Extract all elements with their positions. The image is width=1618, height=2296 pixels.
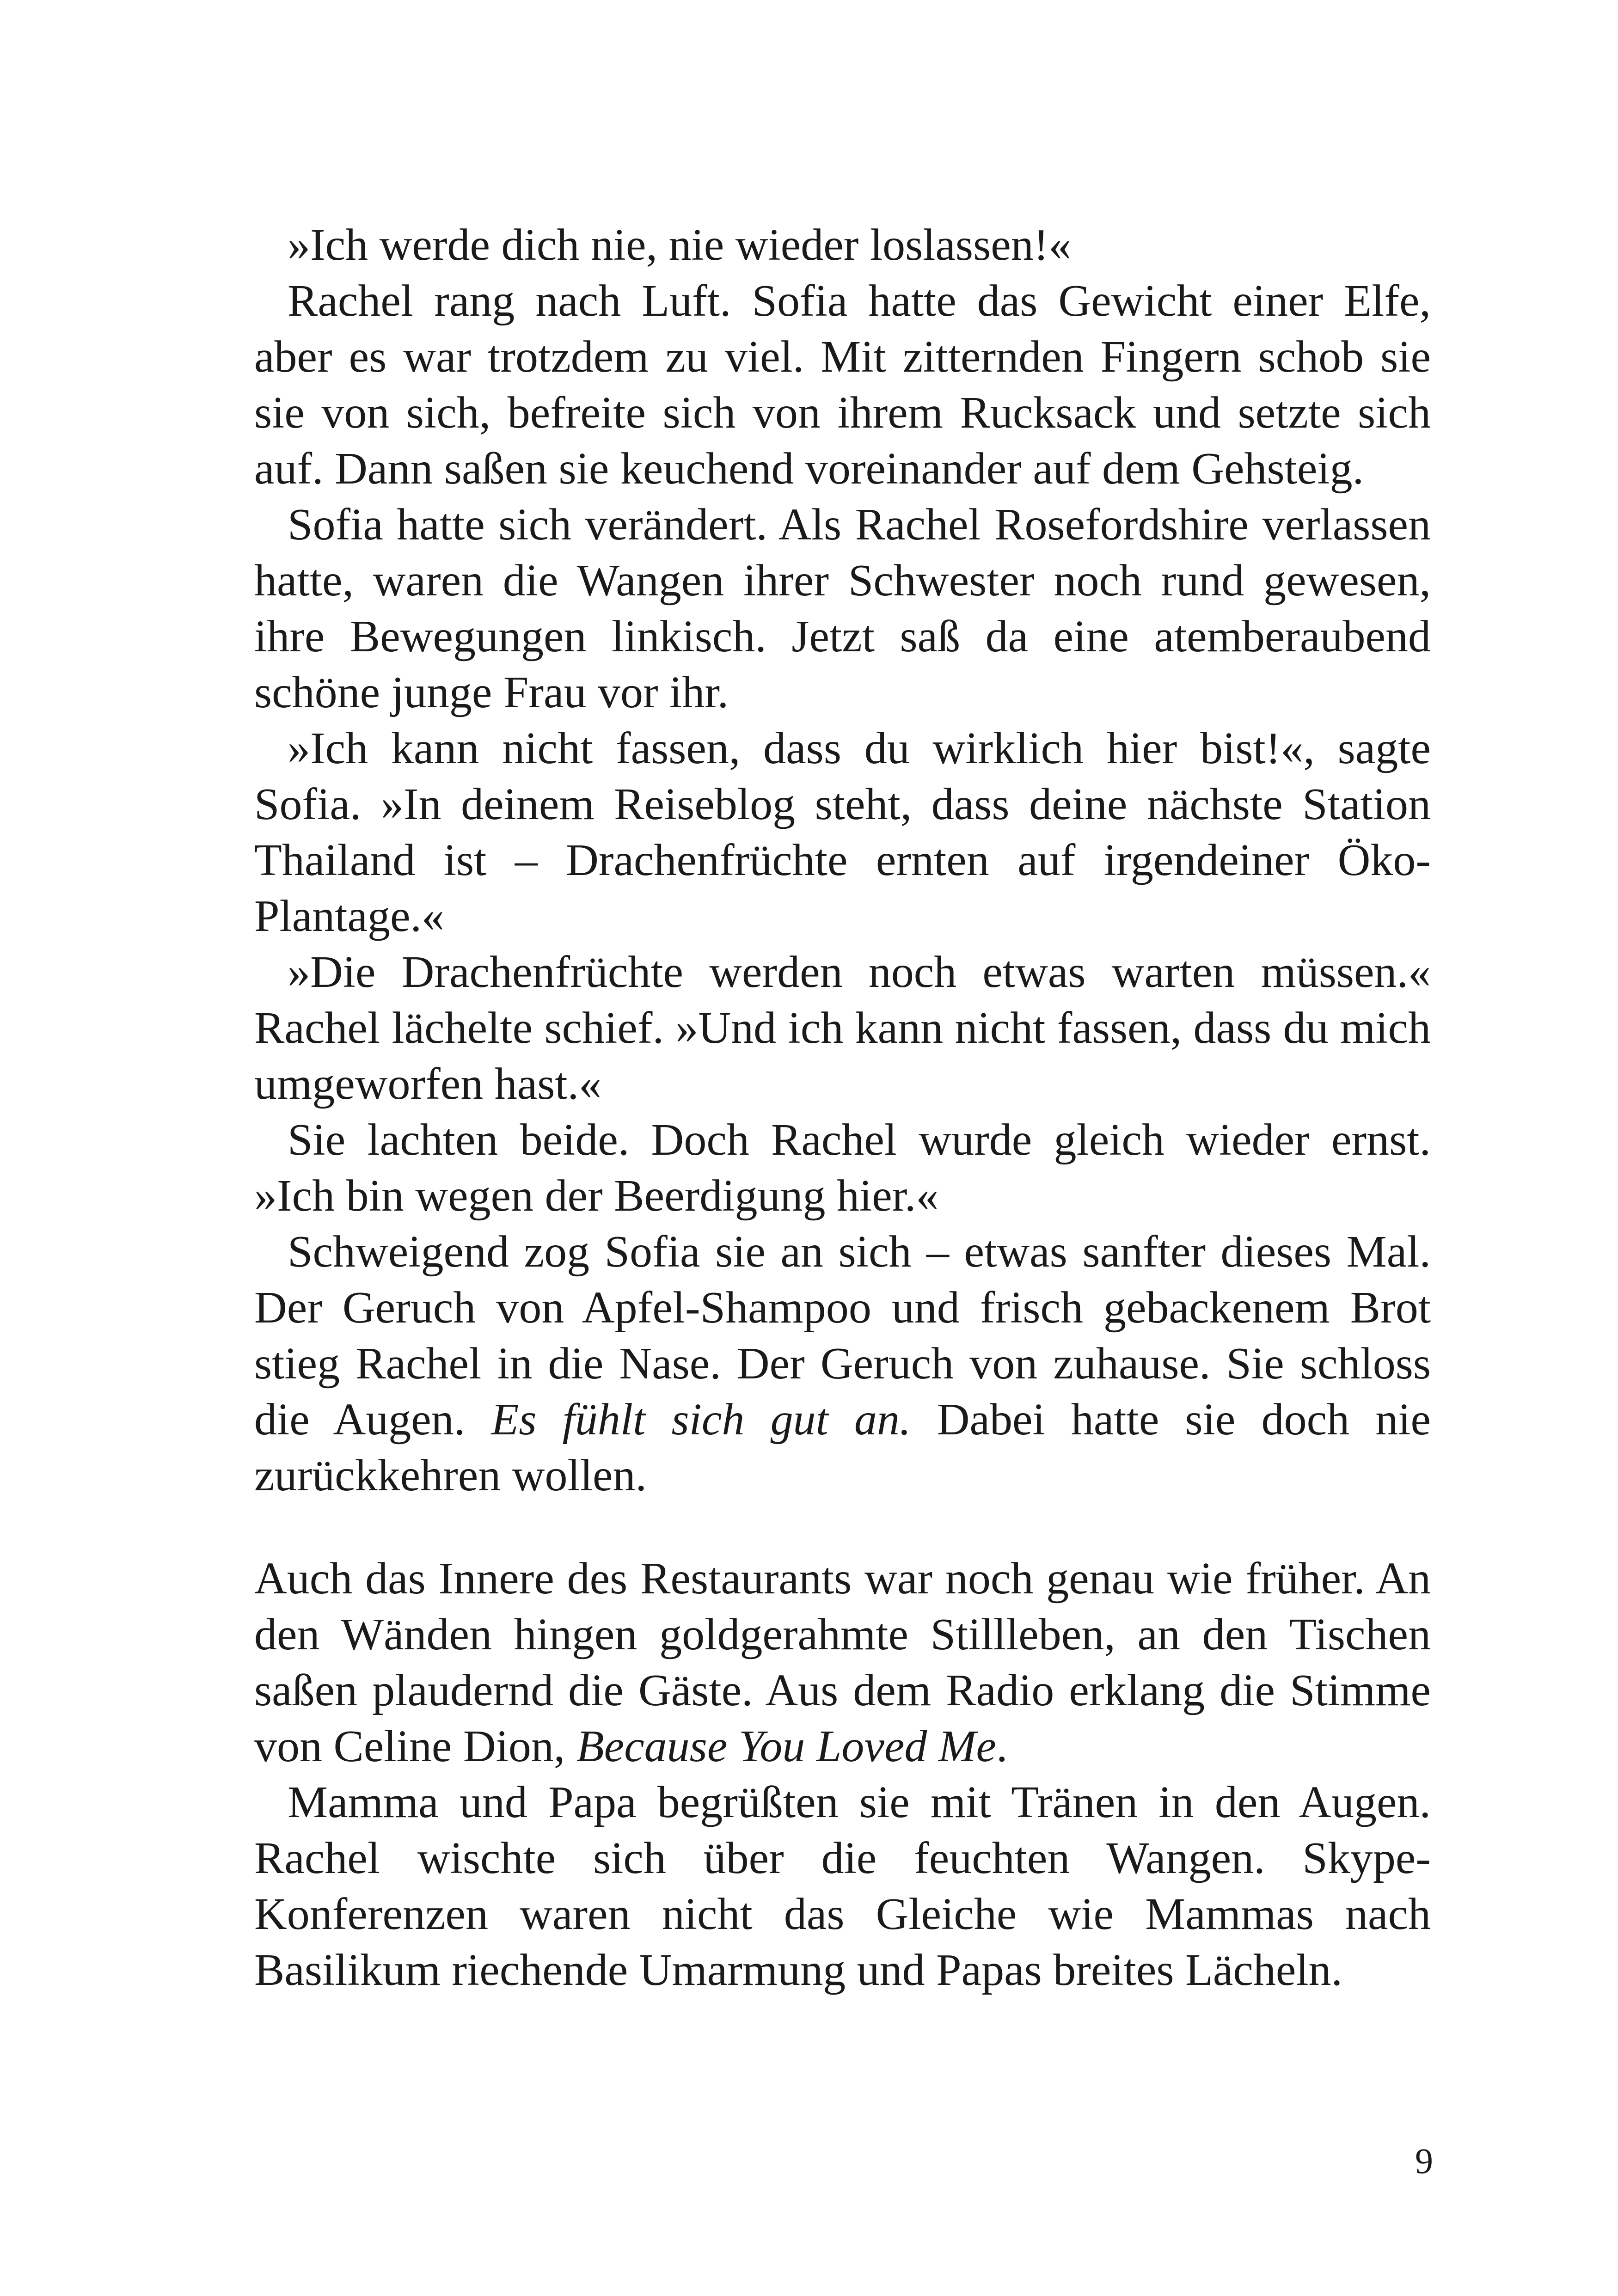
- italic-thought: Es fühlt sich gut an.: [491, 1395, 911, 1445]
- paragraph: [254, 1224, 1431, 1504]
- paragraph: »Ich kann nicht fassen, dass du wirklich hier bist!«, sagte Sofia. »In deinem Reiseblog steht, dass deine nächste Station Thailand ist – Drachenfrüchte ernten auf irgendeiner Öko-Plantage.«: [254, 723, 1431, 941]
- paragraph-text: Auch das Innere des Restaurants war noch genau wie früher. An den Wänden hingen goldgerahmte Stillleben, an den Tischen saßen plaudernd die Gäste. Aus dem Radio erklang die Stimme von Celine Dion,: [254, 1554, 1431, 1771]
- paragraph-text: Dabei hatte sie doch nie zurückkehren wollen.: [254, 1395, 1431, 1500]
- text-section-2: [254, 1551, 1431, 1998]
- paragraph: Rachel rang nach Luft. Sofia hatte das Gewicht einer Elfe, aber es war trotzdem zu viel. Mit zitternden Fingern schob sie sie von sich, befreite sich von ihrem Rucksack und setzte sich auf. Dann saßen sie keuchend voreinander auf dem Gehsteig.: [254, 276, 1431, 494]
- paragraph-text: Schweigend zog Sofia sie an sich – etwas sanfter dieses Mal. Der Geruch von Apfel-Shampoo und frisch gebackenem Brot stieg Rachel in die Nase. Der Geruch von zuhause. Sie schloss die Augen.: [254, 1227, 1431, 1445]
- paragraph: Mamma und Papa begrüßten sie mit Tränen in den Augen. Rachel wischte sich über die feuchten Wangen. Skype-Konferenzen waren nicht das Gleiche wie Mammas nach Basilikum riechende Umarmung und Papas breites Lächeln.: [254, 1777, 1431, 1995]
- paragraph: »Ich werde dich nie, nie wieder loslassen!«: [288, 220, 1072, 270]
- paragraph: Sofia hatte sich verändert. Als Rachel Rosefordshire verlassen hatte, waren die Wangen ihrer Schwester noch rund gewesen, ihre Bewegungen linkisch. Jetzt saß da eine atemberaubend schöne junge Frau vor ihr.: [254, 500, 1431, 717]
- song-title: Because You Loved Me: [576, 1721, 996, 1771]
- paragraph: [254, 1551, 1431, 1775]
- text-section-1: [254, 217, 1431, 1504]
- page-number: 9: [1415, 2141, 1433, 2181]
- paragraph: Sie lachten beide. Doch Rachel wurde gleich wieder ernst. »Ich bin wegen der Beerdigung hier.«: [254, 1115, 1431, 1221]
- paragraph-text: .: [996, 1721, 1008, 1771]
- paragraph: »Die Drachenfrüchte werden noch etwas warten müssen.« Rachel lächelte schief. »Und ich kann nicht fassen, dass du mich umgeworfen hast.«: [254, 947, 1431, 1109]
